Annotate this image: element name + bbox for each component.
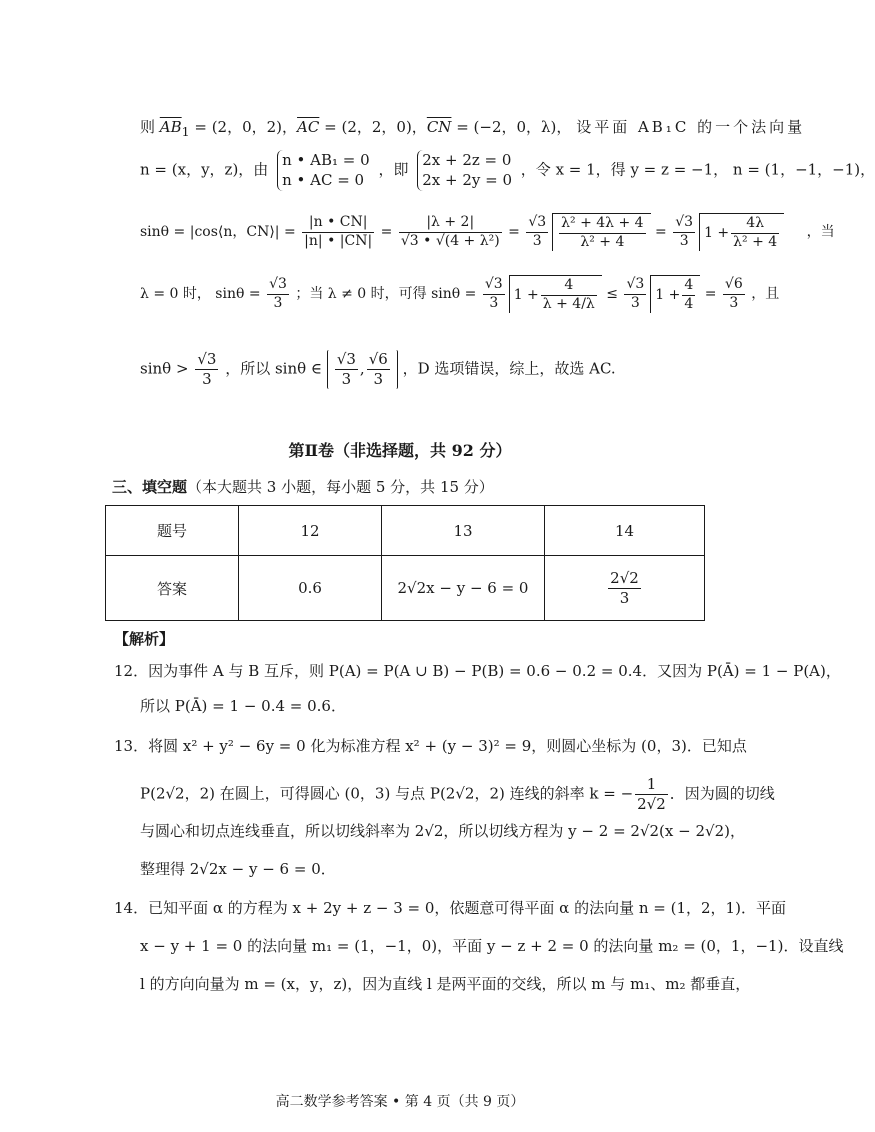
table-answer-row [106,556,705,621]
radical-2: 1 + $\frac{4\lambda}{\text{λ² + 4}}$ [699,213,784,251]
page-footer: 高二数学参考答案 • 第 4 页（共 9 页） [275,1094,525,1110]
q12-line-2: 所以 P(Ā) = 1 − 0.4 = 0.6． [140,697,346,715]
equation-system-linear: 2x + 2z = 0 2x + 2y = 0 [417,150,512,191]
q13-line-1: 13．将圆 x² + y² − 6y = 0 化为标准方程 x² + (y − 3)² = 9，则圆心坐标为 (0，3)．已知点 [114,737,747,755]
q13-line-3: 与圆心和切点连线垂直，所以切线斜率为 2√2，所以切线方程为 y − 2 = 2√2(x − 2√2)， [140,822,745,840]
table-cell: 题号 [106,506,239,556]
q13-line-2: P(2√2，2) 在圆上，可得圆心 (0，3) 与点 P(2√2，2) 连线的斜率 k = − $\frac{1}{2√2}$ ．因为圆的切线 [140,775,775,813]
continuation-line-4: λ = 0 时， sinθ = $\frac{√3}{3}$ ；当 λ ≠ 0 时，可得 sinθ = $\frac{√3}{3}$ 1 + $\frac{4}{\lambda + 4/\lambda}$ ≤ $\frac{√3}{3}$ 1 + $\frac{4}{4}$ = $\frac{√6}{3}$ ，且 [140,276,780,312]
table-cell: 13 [382,506,545,556]
q14-line-2: x − y + 1 = 0 的法向量 m₁ = (1，−1，0)，平面 y − z + 2 = 0 的法向量 m₂ = (0，1，−1)．设直线 [140,937,844,955]
table-cell: $\frac{2√2}{3}$ [545,556,705,621]
table-header-row [106,506,705,556]
table-cell: 2√2x − y − 6 = 0 [382,556,545,621]
fraction-abs: $\frac{|\lambda + 2|}{\text{√3 • √(4 + λ²)}}$ [400,214,500,249]
q12-line-1: 12．因为事件 A 与 B 互斥，则 P(A) = P(A ∪ B) − P(B) = 0.6 − 0.2 = 0.4．又因为 P(Ā) = 1 − P(A)， [114,662,841,680]
continuation-line-5: sinθ > $\frac{√3}{3}$ ，所以 sinθ ∈ $\frac{√3}{3}$ , $\frac{√6}{3}$ ，D 选项错误，综上，故选 AC. [140,350,616,388]
continuation-line-3: sinθ = |cos⟨n，CN⟩| = $\frac{|n • CN|}{|n| • |CN|}$ = $\frac{|\lambda + 2|}{\text{√3 • √(4 + λ²)}}$ = $\frac{√3}{3}$ $\frac{\text{λ² + 4λ + 4}}{\text{λ² + 4}}$ = $\frac{√3}{3}$ 1 + $\frac{4\lambda}{\text{λ² + 4}}$ ，当 [140,214,835,250]
radical-4: 1 + $\frac{4}{4}$ [650,275,700,313]
vector-ab1: $\overline{AB}$ [159,118,182,136]
interval-bracket: $\frac{√3}{3}$ , $\frac{√6}{3}$ [327,350,398,389]
q14-line-3: l 的方向向量为 m = (x，y，z)，因为直线 l 是两平面的交线，所以 m 与 m₁、m₂ 都垂直， [140,975,751,993]
equation-system-dot: n • AB₁ = 0 n • AC = 0 [277,150,370,191]
continuation-line-2: n = (x，y，z)，由 n • AB₁ = 0 n • AC = 0 ，即 2x + 2z = 0 2x + 2y = 0 ，令 x = 1，得 y = z = −1， n = (1，−1，−1)， [140,151,875,190]
table-cell: 14 [545,506,705,556]
table-cell: 答案 [106,556,239,621]
radical-1: $\frac{\text{λ² + 4λ + 4}}{\text{λ² + 4}}$ [552,213,650,251]
answer-table [105,505,705,621]
fraction-cos: $\frac{|n • CN|}{|n| • |CN|}$ [304,214,373,249]
analysis-label: 【解析】 [114,630,175,648]
table-cell: 12 [239,506,382,556]
vector-ac: $\overline{AC}$ [297,118,320,136]
q13-line-4: 整理得 2√2x − y − 6 = 0． [140,860,336,878]
fill-in-heading: 三、填空题（本大题共 3 小题，每小题 5 分，共 15 分） [112,478,494,496]
table-cell: 0.6 [239,556,382,621]
radical-3: 1 + $\frac{4}{\lambda + 4/\lambda}$ [509,275,602,313]
continuation-line-1: 则 $\overline{AB}_1 = (2$，0，2)，$\overline{AC} = (2$，2，0)，$\overline{CN} = (-2$，0，λ)， 设平面 AB₁C 的一个法向量 [140,118,806,139]
vector-cn: $\overline{CN}$ [426,118,452,136]
q14-line-1: 14．已知平面 α 的方程为 x + 2y + z − 3 = 0，依题意可得平面 α 的法向量 n = (1，2，1)．平面 [114,899,786,917]
section-title: 第Ⅱ卷（非选择题，共 92 分） [288,441,512,460]
